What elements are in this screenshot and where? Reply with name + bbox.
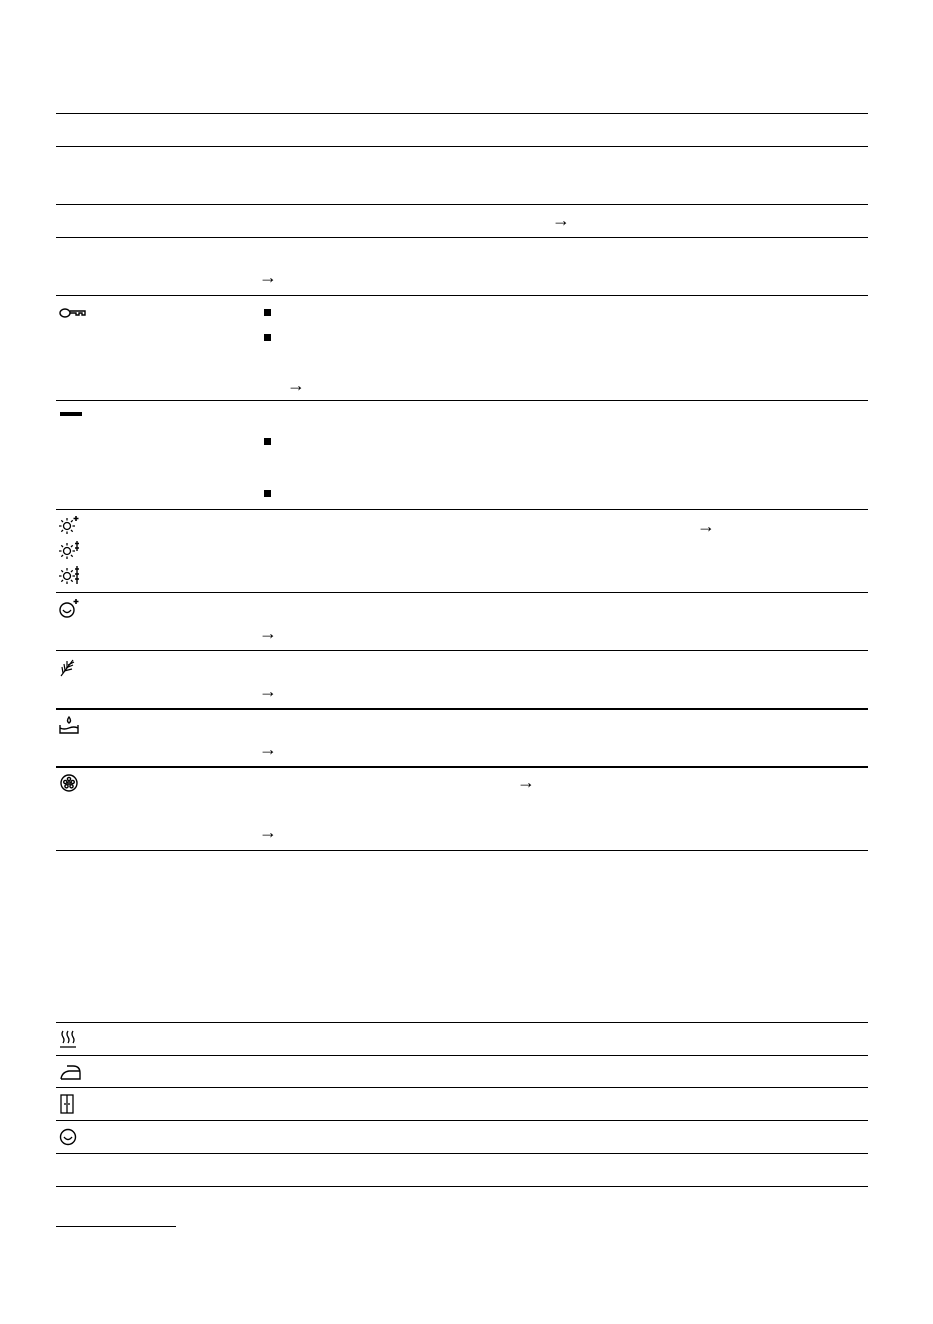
arrow-icon: →: [259, 681, 277, 701]
list-bullet: [264, 309, 271, 316]
wardrobe-icon: [58, 1093, 80, 1115]
table-rule: [56, 237, 868, 238]
arrow-icon: →: [552, 210, 570, 230]
table-rule: [56, 766, 868, 768]
water-drop-tub-icon: [58, 714, 80, 736]
table-rule: [56, 1120, 868, 1121]
list-bullet: [264, 490, 271, 497]
sun-triple-icon: [58, 564, 80, 586]
table-rule: [56, 1186, 868, 1187]
feather-icon: [58, 656, 80, 678]
arrow-icon: →: [259, 623, 277, 643]
list-bullet: [264, 334, 271, 341]
drum-icon: [58, 1126, 80, 1148]
table-rule: [56, 1087, 868, 1088]
iron-icon: [58, 1061, 84, 1083]
table-rule: [56, 400, 868, 401]
table-rule: [56, 1055, 868, 1056]
dotted-circle-icon: [58, 772, 80, 794]
table-rule: [56, 509, 868, 510]
dash-icon: [60, 412, 82, 416]
table-rule: [56, 592, 868, 593]
table-rule: [56, 146, 868, 147]
arrow-icon: →: [517, 772, 535, 792]
sun-double-icon: [58, 539, 80, 561]
list-bullet: [264, 438, 271, 445]
key-icon: [58, 303, 88, 323]
table-rule: [56, 113, 868, 114]
table-rule: [56, 295, 868, 296]
arrow-icon: →: [259, 267, 277, 287]
arrow-icon: →: [287, 375, 305, 395]
arrow-icon: →: [259, 822, 277, 842]
arrow-icon: →: [259, 739, 277, 759]
heat-waves-icon: [58, 1028, 80, 1050]
footnote-rule: [56, 1226, 176, 1227]
table-rule: [56, 708, 868, 710]
drum-plus-icon: [58, 597, 80, 619]
table-rule: [56, 1022, 868, 1023]
table-rule: [56, 850, 868, 851]
table-rule: [56, 1153, 868, 1154]
arrow-icon: →: [697, 516, 715, 536]
sun-plus-icon: [58, 514, 80, 536]
table-rule: [56, 650, 868, 651]
table-rule: [56, 204, 868, 205]
